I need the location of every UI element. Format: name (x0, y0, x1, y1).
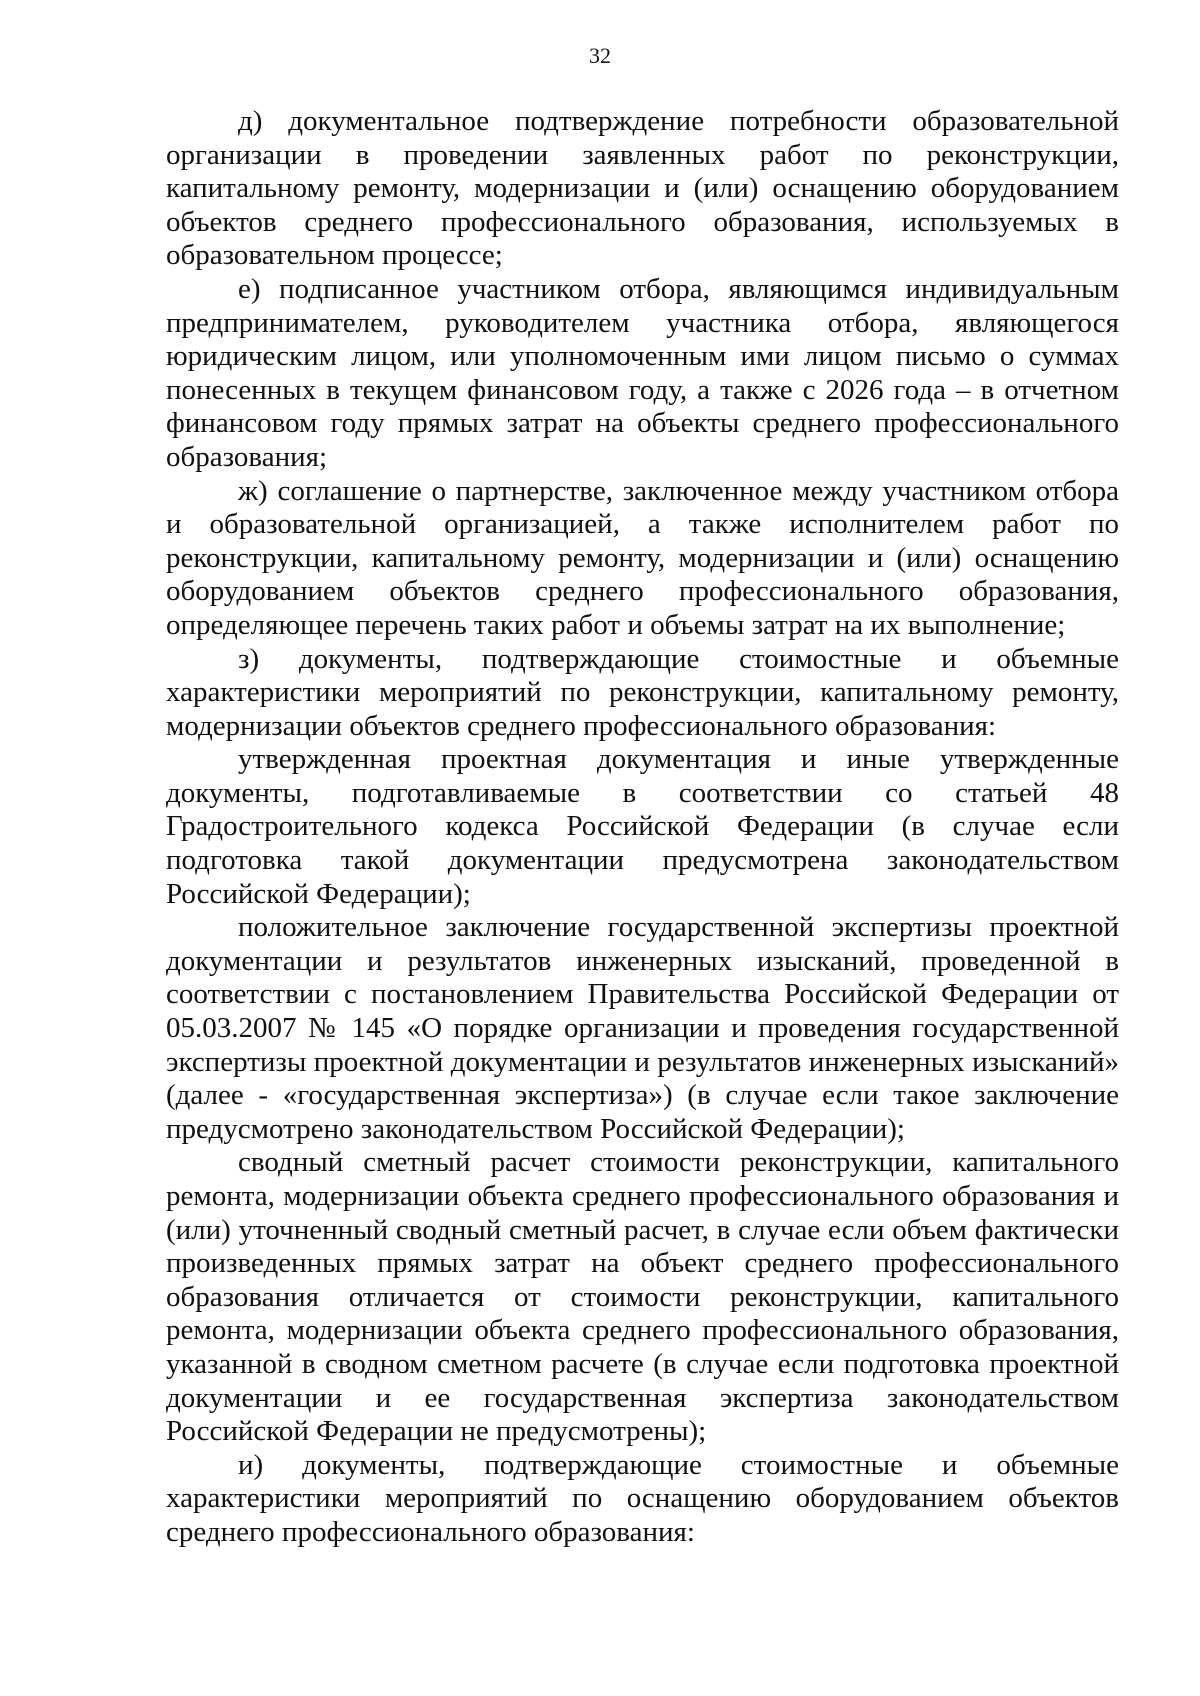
paragraph-zh: ж) соглашение о партнерстве, заключенное между участником отбора и образовательной организацией, а также исполнителем работ по реконструкции, капитальному ремонту, модернизации и (или) оснащению оборудованием объектов среднего профессионального образования, определяющее перечень таких работ и объемы затрат на их выполнение; (166, 474, 1119, 641)
paragraph-z-item-3: сводный сметный расчет стоимости реконструкции, капитального ремонта, модернизации объекта среднего профессионального образования и (или) уточненный сводный сметный расчет, в случае если объем фактически произведенных прямых затрат на объект среднего профессионального образования отличается от стоимости реконструкции, капитального ремонта, модернизации объекта среднего профессионального образования, указанной в сводном сметном расчете (в случае если подготовка проектной документации и ее государственная экспертиза законодательством Российской Федерации не предусмотрены); (166, 1146, 1119, 1448)
page-number: 32 (589, 43, 611, 68)
paragraph-e: е) подписанное участником отбора, являющимся индивидуальным предпринимателем, руководителем участника отбора, являющегося юридическим лицом, или уполномоченным ими лицом письмо о суммах понесенных в текущем финансовом году, а также с 2026 года – в отчетном финансовом году прямых затрат на объекты среднего профессионального образования; (166, 272, 1119, 473)
paragraph-z: з) документы, подтверждающие стоимостные и объемные характеристики мероприятий по реконструкции, капитальному ремонту, модернизации объектов среднего профессионального образования: (166, 642, 1119, 742)
document-body (166, 105, 1119, 1550)
paragraph-d: д) документальное подтверждение потребности образовательной организации в проведении заявленных работ по реконструкции, капитальному ремонту, модернизации и (или) оснащению оборудованием объектов среднего профессионального образования, используемых в образовательном процессе; (166, 105, 1119, 272)
paragraph-z-item-1: утвержденная проектная документация и иные утвержденные документы, подготавливаемые в соответствии со статьей 48 Градостроительного кодекса Российской Федерации (в случае если подготовка такой документации предусмотрена законодательством Российской Федерации); (166, 743, 1119, 910)
paragraph-z-item-2: положительное заключение государственной экспертизы проектной документации и результатов инженерных изысканий, проведенной в соответствии с постановлением Правительства Российской Федерации от 05.03.2007 № 145 «О порядке организации и проведения государственной экспертизы проектной документации и результатов инженерных изысканий» (далее - «государственная экспертиза») (в случае если такое заключение предусмотрено законодательством Российской Федерации); (166, 911, 1119, 1145)
paragraph-i: и) документы, подтверждающие стоимостные и объемные характеристики мероприятий по оснащению оборудованием объектов среднего профессионального образования: (166, 1448, 1119, 1548)
